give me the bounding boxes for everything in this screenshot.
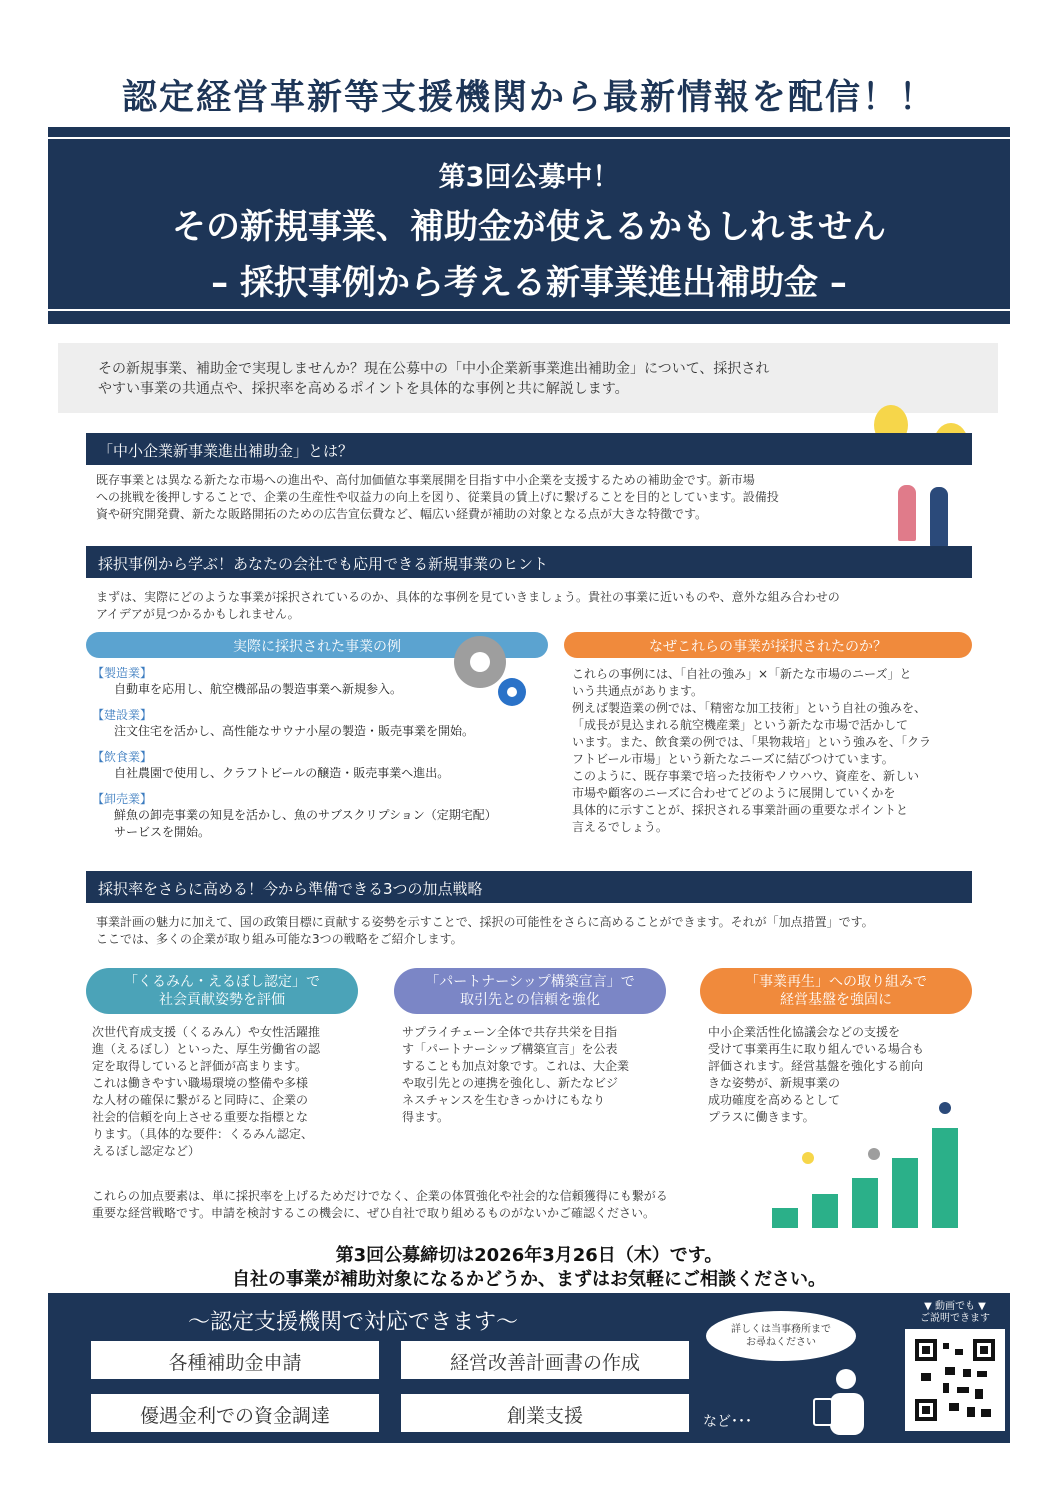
example-category: 【建設業】 [92, 708, 153, 722]
hero-divider-bottom [48, 309, 1010, 311]
intro-line-2: やすい事業の共通点や、採択率を高めるポイントを具体的な事例と共に解説します。 [98, 381, 629, 397]
text-line: 具体的に示すことが、採択される事業計画の重要なポイントと [572, 803, 909, 817]
service-button-plan[interactable]: 経営改善計画書の作成 [401, 1341, 689, 1379]
section-heading-strategies: 採択率をさらに高める！今から準備できる3つの加点戦略 [86, 871, 972, 903]
footer-title: ～認定支援機関で対応できます～ [187, 1310, 518, 1335]
example-text: サービスを開始。 [114, 825, 211, 839]
text-line: まずは、実際にどのような事業が採択されているのか、具体的な事例を見ていきましょう。貴社の事業に近いものや、意外な組み合わせの [96, 590, 840, 604]
reasons-pill: なぜこれらの事業が採択されたのか？ [564, 632, 972, 658]
text-line: 中小企業活性化協議会などの支援を [708, 1025, 901, 1039]
text-line: 成功確度を高めるとして [708, 1093, 841, 1107]
intro-box [58, 343, 998, 413]
etc-label: など･･･ [703, 1414, 752, 1430]
section-strategies-intro [96, 914, 976, 948]
hero-banner [48, 127, 1010, 324]
text-line: な人材の確保に繋がると同時に、企業の [92, 1093, 309, 1107]
text-line: 進（えるぼし）といった、厚生労働省の認 [92, 1042, 321, 1056]
strategy-title: 取引先との信頼を強化 [460, 992, 600, 1008]
text-line: 例えば製造業の例では、「精密な加工技術」という自社の強みを、 [572, 701, 927, 715]
strategy-title: 「事業再生」への取り組みで [745, 974, 927, 990]
person-icon [898, 485, 916, 541]
text-line: への挑戦を後押しすることで、企業の生産性や収益力の向上を図り、従業員の賃上げに繋げることを目的としています。設備投 [96, 490, 779, 504]
deadline-line-1: 第3回公募締切は2026年3月26日（木）です。 [335, 1245, 723, 1266]
deadline-line-2: 自社の事業が補助対象になるかどうか、まずはお気軽にご相談ください。 [232, 1269, 826, 1290]
text-line: 言えるでしょう。 [572, 820, 668, 834]
examples-pill: 実際に採択された事業の例 [86, 632, 548, 658]
strategy-pill-rebuild [700, 968, 972, 1014]
strategy-text-kurumin [92, 1024, 362, 1160]
strategy-title: 経営基盤を強固に [780, 992, 892, 1008]
text-line: 社会的信頼を向上させる重要な指標とな [92, 1110, 309, 1124]
example-text: 鮮魚の卸売事業の知見を活かし、魚のサブスクリプション（定期宅配） [114, 808, 497, 822]
text-line: これらの事例には、「自社の強み」×「新たな市場のニーズ」と [572, 667, 912, 681]
example-text: 自動車を応用し、航空機部品の製造事業へ新規参入。 [114, 682, 403, 696]
strategy-text-partnership [402, 1024, 672, 1126]
text-line: プラスに働きます。 [708, 1110, 815, 1124]
qr-note-line: ご説明できます [920, 1313, 990, 1324]
text-line: 次世代育成支援（くるみん）や女性活躍推 [92, 1025, 321, 1039]
text-line: きな姿勢が、新規事業の [708, 1076, 841, 1090]
text-line: フトビール市場」という新たなニーズに結びつけています。 [572, 752, 894, 766]
service-button-subsidy[interactable]: 各種補助金申請 [91, 1341, 379, 1379]
section-about-text [96, 472, 886, 523]
growth-bars-illustration [770, 1098, 970, 1228]
hero-line-3: – 採択事例から考える新事業進出補助金 – [211, 263, 847, 303]
strategy-title: 「くるみん・えるぼし認定」で [124, 974, 320, 990]
text-line: 事業計画の魅力に加えて、国の政策目標に貢献する姿勢を示すことで、採択の可能性をさらに高めることができます。それが「加点措置」です。 [96, 915, 874, 929]
examples-list [92, 664, 552, 841]
section-examples-intro [96, 589, 976, 623]
bubble-line: 詳しくは当事務所まで [731, 1324, 831, 1335]
text-line: います。また、飲食業の例では、「果物栽培」という強みを、「クラ [572, 735, 932, 749]
section-heading-examples: 採択事例から学ぶ！あなたの会社でも応用できる新規事業のヒント [86, 546, 972, 578]
text-line: アイデアが見つかるかもしれません。 [96, 607, 300, 621]
text-line: 受けて事業再生に取り組んでいる場合も [708, 1042, 925, 1056]
example-category: 【飲食業】 [92, 750, 153, 764]
section-heading-about: 「中小企業新事業進出補助金」とは？ [86, 433, 972, 465]
qr-code[interactable] [905, 1329, 1005, 1431]
text-line: や取引先との連携を強化し、新たなビジ [402, 1076, 619, 1090]
service-button-funding[interactable]: 優遇金利での資金調達 [91, 1394, 379, 1432]
text-line: 重要な経営戦略です。申請を検討するこの機会に、ぜひ自社で取り組めるものがないかご確認ください。 [92, 1206, 656, 1220]
strategies-closing [92, 1188, 772, 1222]
qr-note [910, 1301, 1000, 1325]
text-line: ここでは、多くの企業が取り組み可能な3つの戦略をご紹介します。 [96, 932, 463, 946]
intro-line-1: その新規事業、補助金で実現しませんか？現在公募中の「中小企業新事業進出補助金」について、採択され [98, 361, 770, 377]
strategy-title: 「パートナーシップ構築宣言」で [425, 974, 635, 990]
example-category: 【卸売業】 [92, 792, 153, 806]
strategy-title: 社会貢献姿勢を評価 [159, 992, 285, 1008]
text-line: いう共通点があります。 [572, 684, 704, 698]
text-line: サプライチェーン全体で共存共栄を目指 [402, 1025, 618, 1039]
text-line: このように、既存事業で培った技術やノウハウ、資産を、新しい [572, 769, 920, 783]
service-button-startup[interactable]: 創業支援 [401, 1394, 689, 1432]
text-line: えるぼし認定など） [92, 1144, 201, 1158]
hero-line-1: 第3回公募中！ [438, 162, 620, 193]
text-line: ります。（具体的な要件：くるみん認定、 [92, 1127, 314, 1141]
example-category: 【製造業】 [92, 666, 153, 680]
text-line: 定を取得していると評価が高まります。 [92, 1059, 308, 1073]
person-icon [930, 487, 948, 547]
reasons-text [572, 666, 972, 836]
example-text: 注文住宅を活かし、高性能なサウナ小屋の製造・販売事業を開始。 [114, 724, 475, 738]
hero-line-2: その新規事業、補助金が使えるかもしれません [172, 207, 886, 247]
text-line: 資や研究開発費、新たな販路開拓のための広告宣伝費など、幅広い経費が補助の対象となる点が大きな特徴です。 [96, 507, 708, 521]
text-line: これらの加点要素は、単に採択率を上げるためだけでなく、企業の体質強化や社会的な信頼獲得にも繋がる [92, 1189, 668, 1203]
bubble-line: お尋ねください [746, 1337, 816, 1348]
speech-bubble [706, 1311, 856, 1361]
page-title: 認定経営革新等支援機関から最新情報を配信！！ [121, 78, 936, 118]
text-line: これは働きやすい職場環境の整備や多様 [92, 1076, 309, 1090]
person-tablet-icon [808, 1365, 868, 1435]
text-line: 市場や顧客のニーズに合わせてどのように展開していくかを [572, 786, 896, 800]
text-line: す「パートナーシップ構築宣言」を公表 [402, 1042, 618, 1056]
text-line: 「成長が見込まれる航空機産業」という新たな市場で活かして [572, 718, 909, 732]
text-line: 得ます。 [402, 1110, 450, 1124]
footer-panel [48, 1293, 1010, 1443]
qr-note-line: ▼ 動画でも ▼ [924, 1301, 986, 1312]
strategy-pill-partnership [394, 968, 666, 1014]
text-line: 評価されます。経営基盤を強化する前向 [708, 1059, 924, 1073]
hero-divider-top [48, 137, 1010, 139]
text-line: 既存事業とは異なる新たな市場への進出や、高付加価値な事業展開を目指す中小企業を支援するための補助金です。新市場 [96, 473, 755, 487]
strategy-pill-kurumin [86, 968, 358, 1014]
text-line: することも加点対象です。これは、大企業 [402, 1059, 630, 1073]
text-line: ネスチャンスを生むきっかけにもなり [402, 1093, 606, 1107]
example-text: 自社農園で使用し、クラフトビールの醸造・販売事業へ進出。 [114, 766, 450, 780]
